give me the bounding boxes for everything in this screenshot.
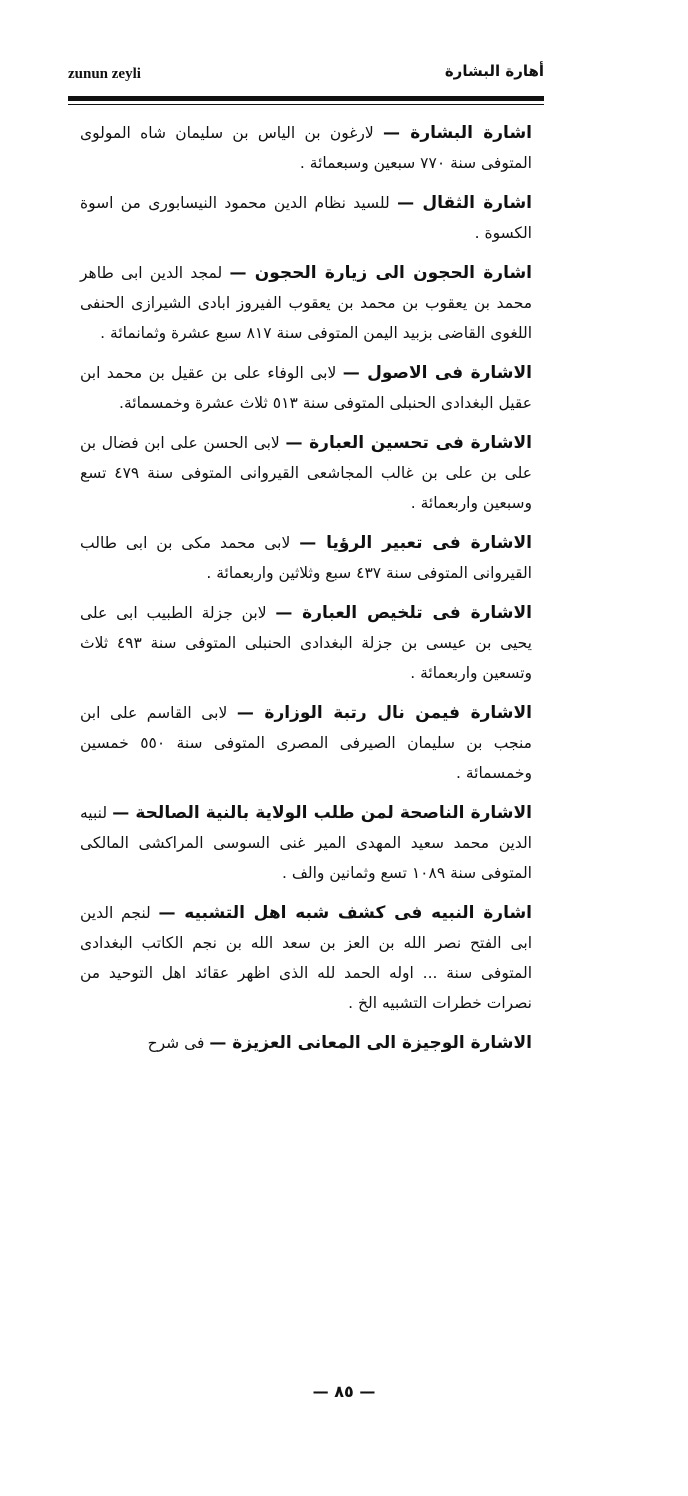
entry-body: لابى الحسن على ابن فضال بن على بن على بن غالب المجاشعى القيروانى المتوفى سنة ٤٧٩ تسع وسبعين واربعمائة . [80,434,532,512]
entry-title: اشارة النبيه فى كشف شبه اهل التشبيه — [158,903,532,923]
header-right-text: أهارة البشارة [444,62,544,80]
entry [80,598,532,688]
entry-title: الاشارة الناصحة لمن طلب الولاية بالنية الصالحة — [112,803,532,823]
entry [80,118,532,178]
entry [80,1028,532,1058]
entry [80,528,532,588]
entry-title: الاشارة فى تحسين العبارة — [285,433,532,453]
entry-title: الاشارة فيمن نال رتبة الوزارة — [236,703,532,723]
entry-title: الاشارة فى تلخيص العبارة — [275,603,533,623]
running-header [68,60,544,90]
entry-body: لابى محمد مكى بن ابى طالب القيروانى المتوفى سنة ٤٣٧ سبع وثلاثين واربعمائة . [80,534,532,582]
header-rule-thick [68,96,544,101]
entry-title: الاشارة الوجيزة الى المعانى العزيزة — [209,1033,532,1053]
header-rule-thin [68,104,544,105]
entry-body: لابن جزلة الطبيب ابى على يحيى بن عيسى بن جزلة البغدادى الحنبلى المتوفى سنة ٤٩٣ ثلاث وتسعين واربعمائة . [80,604,532,682]
entry-title: اشارة البشارة — [383,123,532,143]
entries-list [80,118,532,1068]
entry-body: لابى الوفاء على بن عقيل بن محمد ابن عقيل البغدادى الحنبلى المتوفى سنة ٥١٣ ثلاث عشرة وخمسمائة. [80,364,532,412]
entry-body: فى شرح [147,1034,205,1052]
entry [80,798,532,888]
entry-title: الاشارة فى الاصول — [342,363,532,383]
entry-body: للسيد نظام الدين محمود النيسابورى من اسوة الكسوة . [80,194,532,242]
entry-body: لمجد الدين ابى طاهر محمد بن يعقوب بن محمد بن يعقوب الفيروز ابادى الشيرازى الحنفى اللغوى القاضى بزبيد اليمن المتوفى سنة ٨١٧ سبع عشرة وثمانمائة . [80,264,532,342]
entry-title: اشارة الثقال — [397,193,532,213]
entry [80,428,532,518]
entry [80,258,532,348]
entry [80,698,532,788]
entry-title: الاشارة فى تعبير الرؤيا — [299,533,532,553]
entry [80,188,532,248]
page-number: — ٨٥ — [312,1382,376,1401]
entry [80,358,532,418]
entry-body: لابى القاسم على ابن منجب بن سليمان الصيرفى المصرى المتوفى سنة ٥٥٠ خمسين وخمسمائة . [80,704,532,782]
entry-body: لارغون بن الياس بن سليمان شاه المولوى المتوفى سنة ٧٧٠ سبعين وسبعمائة . [80,124,532,172]
header-left-text: zunun zeyli [68,66,141,82]
entry-body: لنجم الدين ابى الفتح نصر الله بن العز بن سعد الله بن نجم الكاتب البغدادى المتوفى سنة ... اوله الحمد لله الذى اظهر عقائد اهل التوحيد من نصرات خطرات التشبيه الخ . [80,904,532,1012]
entry-body: لنبيه الدين محمد سعيد المهدى المير غنى السوسى المراكشى المالكى المتوفى سنة ١٠٨٩ تسع وثمانين والف . [80,804,532,882]
entry-title: اشارة الحجون الى زيارة الحجون — [229,263,532,283]
entry [80,898,532,1018]
